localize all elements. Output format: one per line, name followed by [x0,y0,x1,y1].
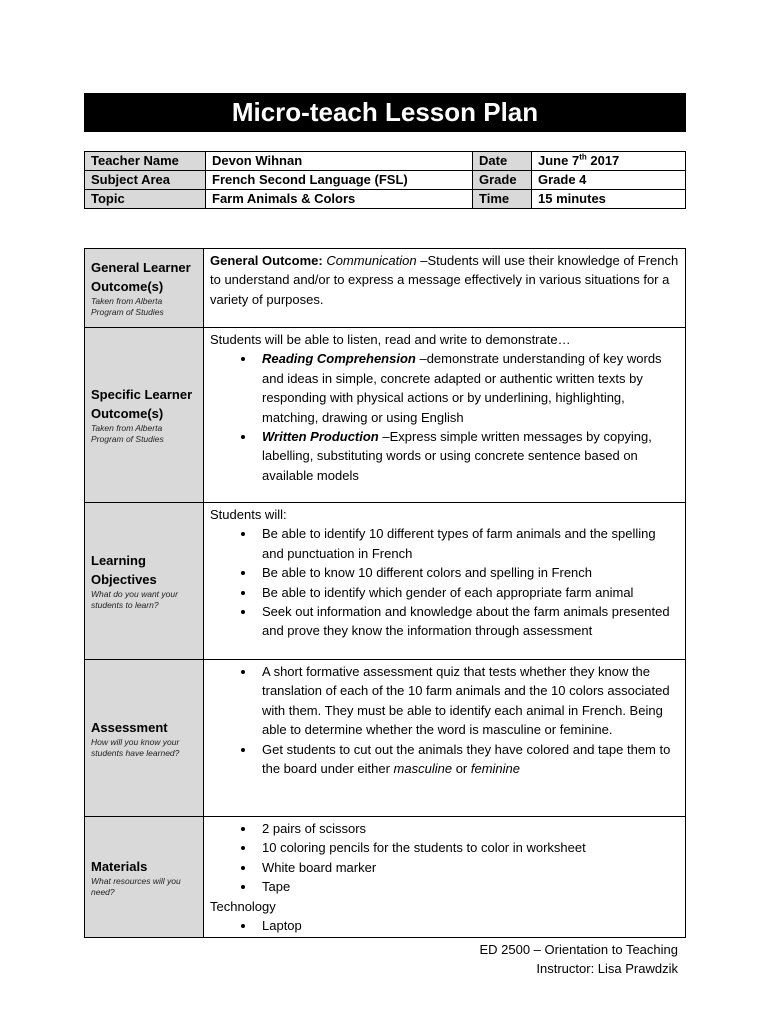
assessment-sublabel: How will you know your students have learned? [91,736,180,758]
objectives-sublabel: What do you want your students to learn? [91,589,178,610]
page-footer [479,940,678,978]
reading-comprehension-heading: Reading Comprehension [262,351,416,367]
assessment-item2-text: Get students to cut out the animals they have colored and tape them to the board under either [262,741,671,777]
date-year: 2017 [586,153,620,168]
objectives-intro: Students will: [210,507,287,522]
grade-value: Grade 4 [532,171,686,190]
list-item [256,740,679,779]
masculine-term: masculine [393,761,453,777]
subject-value: French Second Language (FSL) [206,171,473,190]
topic-value: Farm Animals & Colors [206,190,473,209]
table-row [85,503,686,660]
list-item [256,349,679,427]
general-outcome-label: General Learner Outcome(s) [91,260,191,294]
grade-label: Grade [473,171,532,190]
general-outcome-content [204,249,686,328]
specific-outcome-intro: Students will be able to listen, read and write to demonstrate… [210,332,571,347]
list-item: • White board marker [256,858,679,877]
assessment-list [210,662,679,778]
written-production-text: –Express simple written messages by copying, labelling, substituting words or using concrete sentence based on available models [262,429,652,483]
table-row [85,328,686,503]
page-title: Micro-teach Lesson Plan [84,93,686,132]
written-production-heading: Written Production [262,429,379,445]
date-sup: th [579,152,587,162]
objectives-list [210,524,679,640]
table-row [85,249,686,328]
list-item: • Be able to identify which gender of each appropriate farm animal [256,583,679,602]
list-item [256,427,679,485]
date-label: Date [473,152,532,171]
technology-list [210,916,679,935]
table-row [85,190,686,209]
table-row [85,152,686,171]
general-outcome-prefix: General Outcome: [210,253,327,268]
materials-content [204,817,686,938]
general-outcome-label-cell [85,249,204,328]
date-value [532,152,686,171]
date-main: June 7 [538,153,580,168]
or-text: or [452,761,471,777]
objectives-label-cell [85,503,204,660]
objectives-label: Learning Objectives [91,553,157,587]
list-item: • Seek out information and knowledge about the farm animals presented and prove they know the information through assessment [256,602,679,641]
list-item: • 10 coloring pencils for the students to color in worksheet [256,838,679,857]
specific-outcome-label: Specific Learner Outcome(s) [91,387,193,421]
technology-heading: Technology [210,898,276,914]
materials-label-cell [85,817,204,938]
teacher-value: Devon Wihnan [206,152,473,171]
general-outcome-emphasis: Communication [326,253,417,268]
feminine-term: feminine [470,761,521,777]
specific-outcome-content [204,328,686,503]
table-row [85,660,686,817]
list-item: • 2 pairs of scissors [256,819,679,838]
general-outcome-sublabel: Taken from Alberta Program of Studies [91,296,164,317]
general-outcome-text: –Students will use their knowledge of French to understand and/or to express a message effectively in various situations for a variety of purposes. [210,253,679,307]
reading-comprehension-text: –demonstrate understanding of key words and ideas in simple, concrete adapted or authentic written texts by responding with physical actions or by underlining, highlighting, matching, drawing or using English [262,351,662,425]
list-item: • Be able to identify 10 different types of farm animals and the spelling and punctuation in French [256,524,679,563]
assessment-label: Assessment [91,719,168,735]
list-item: • Laptop [256,916,679,935]
materials-list [210,819,679,897]
lesson-plan-table [84,248,686,938]
assessment-content [204,660,686,817]
specific-outcome-sublabel: Taken from Alberta Program of Studies [91,423,164,444]
list-item: • Be able to know 10 different colors and spelling in French [256,563,679,582]
specific-outcome-label-cell [85,328,204,503]
course-line: ED 2500 – Orientation to Teaching [479,942,678,957]
table-row [85,817,686,938]
materials-label: Materials [91,858,148,874]
assessment-label-cell [85,660,204,817]
table-row [85,171,686,190]
time-label: Time [473,190,532,209]
lesson-info-table [84,151,686,209]
materials-sublabel: What resources will you need? [91,875,181,897]
teacher-label: Teacher Name [85,152,206,171]
instructor-line: Instructor: Lisa Prawdzik [536,961,678,976]
list-item: • A short formative assessment quiz that tests whether they know the translation of each of the 10 farm animals and the 10 colors associated with them. They must be able to identify each animal in French. Being able to determine whether the word is masculine or feminine. [256,662,679,740]
list-item: • Tape [256,877,679,896]
topic-label: Topic [85,190,206,209]
specific-outcome-list [210,349,679,485]
subject-label: Subject Area [85,171,206,190]
objectives-content [204,503,686,660]
time-value: 15 minutes [532,190,686,209]
